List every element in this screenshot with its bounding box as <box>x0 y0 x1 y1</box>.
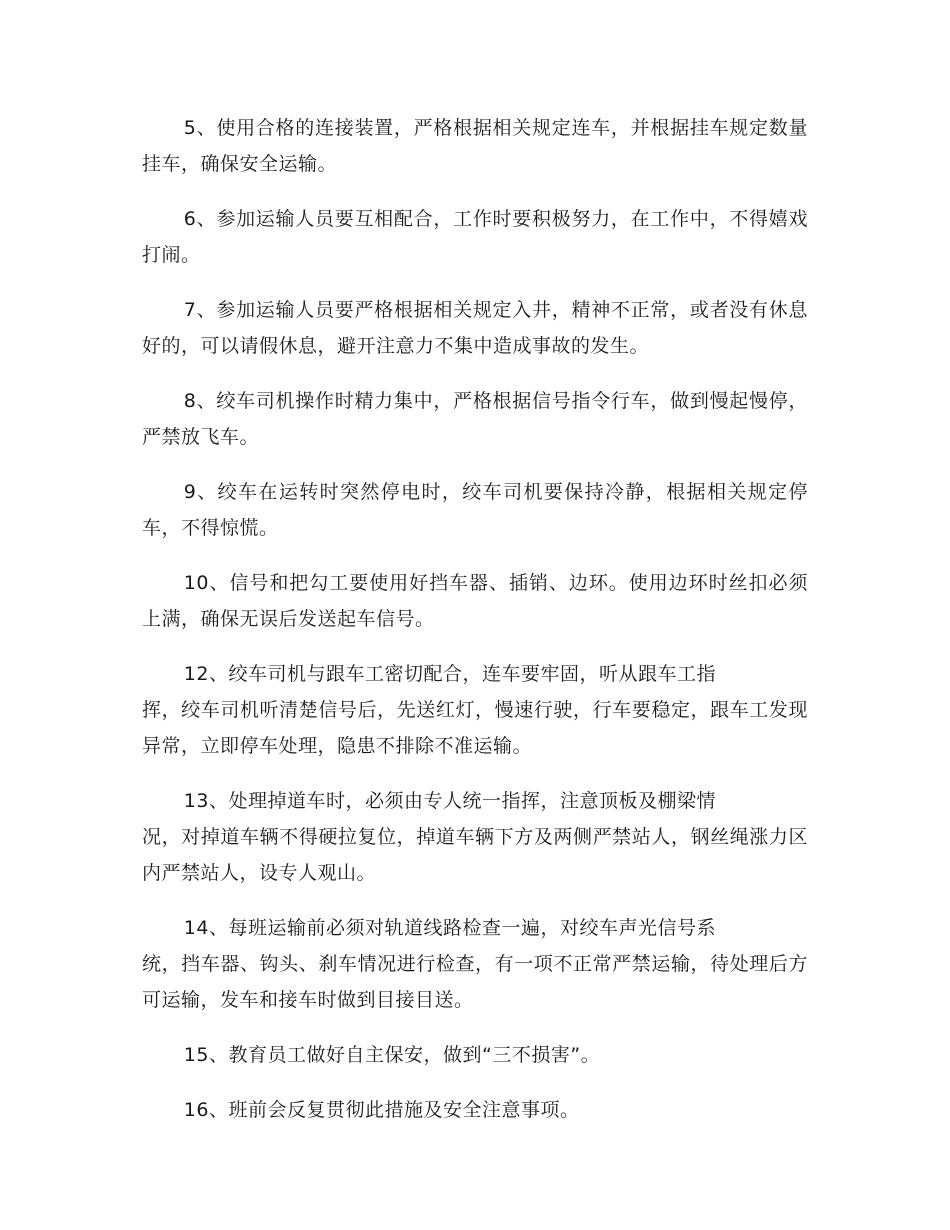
paragraph-item-6: 6、参加运输人员要互相配合，工作时要积极努力，在工作中，不得嬉戏打闹。 <box>142 208 808 266</box>
paragraph-item-7: 7、参加运输人员要严格根据相关规定入井，精神不正常，或者没有休息好的，可以请假休息，避开注意力不集中造成事故的发生。 <box>142 299 808 357</box>
paragraph-item-16: 16、班前会反复贯彻此措施及安全注意事项。 <box>183 1099 580 1121</box>
paragraph-item-5: 5、使用合格的连接装置，严格根据相关规定连车，并根据挂车规定数量挂车，确保安全运输。 <box>142 117 808 175</box>
paragraph-item-10: 10、信号和把勾工要使用好挡车器、插销、边环。使用边环时丝扣必须上满，确保无误后发送起车信号。 <box>142 572 808 630</box>
paragraph-item-9: 9、绞车在运转时突然停电时，绞车司机要保持冷静，根据相关规定停车，不得惊慌。 <box>142 481 808 539</box>
document-body <box>142 110 808 1147</box>
paragraph-item-15: 15、教育员工做好自主保安，做到“三不损害”。 <box>183 1044 601 1066</box>
paragraph-item-12: 12、绞车司机与跟车工密切配合，连车要牢固，听从跟车工指 挥，绞车司机听清楚信号后，先送红灯，慢速行驶，行车要稳定，跟车工发现异常，立即停车处理，隐患不排除不准运输。 <box>142 663 808 757</box>
paragraph-item-13: 13、处理掉道车时，必须由专人统一指挥，注意顶板及棚梁情 况，对掉道车辆不得硬拉复位，掉道车辆下方及两侧严禁站人，钢丝绳涨力区内严禁站人，设专人观山。 <box>142 790 808 884</box>
paragraph-item-14: 14、每班运输前必须对轨道线路检查一遍，对绞车声光信号系 统，挡车器、钩头、刹车情况进行检查，有一项不正常严禁运输，待处理后方可运输，发车和接车时做到目接目送。 <box>142 917 808 1011</box>
paragraph-item-8: 8、绞车司机操作时精力集中，严格根据信号指令行车，做到慢起慢停，严禁放飞车。 <box>142 390 808 448</box>
